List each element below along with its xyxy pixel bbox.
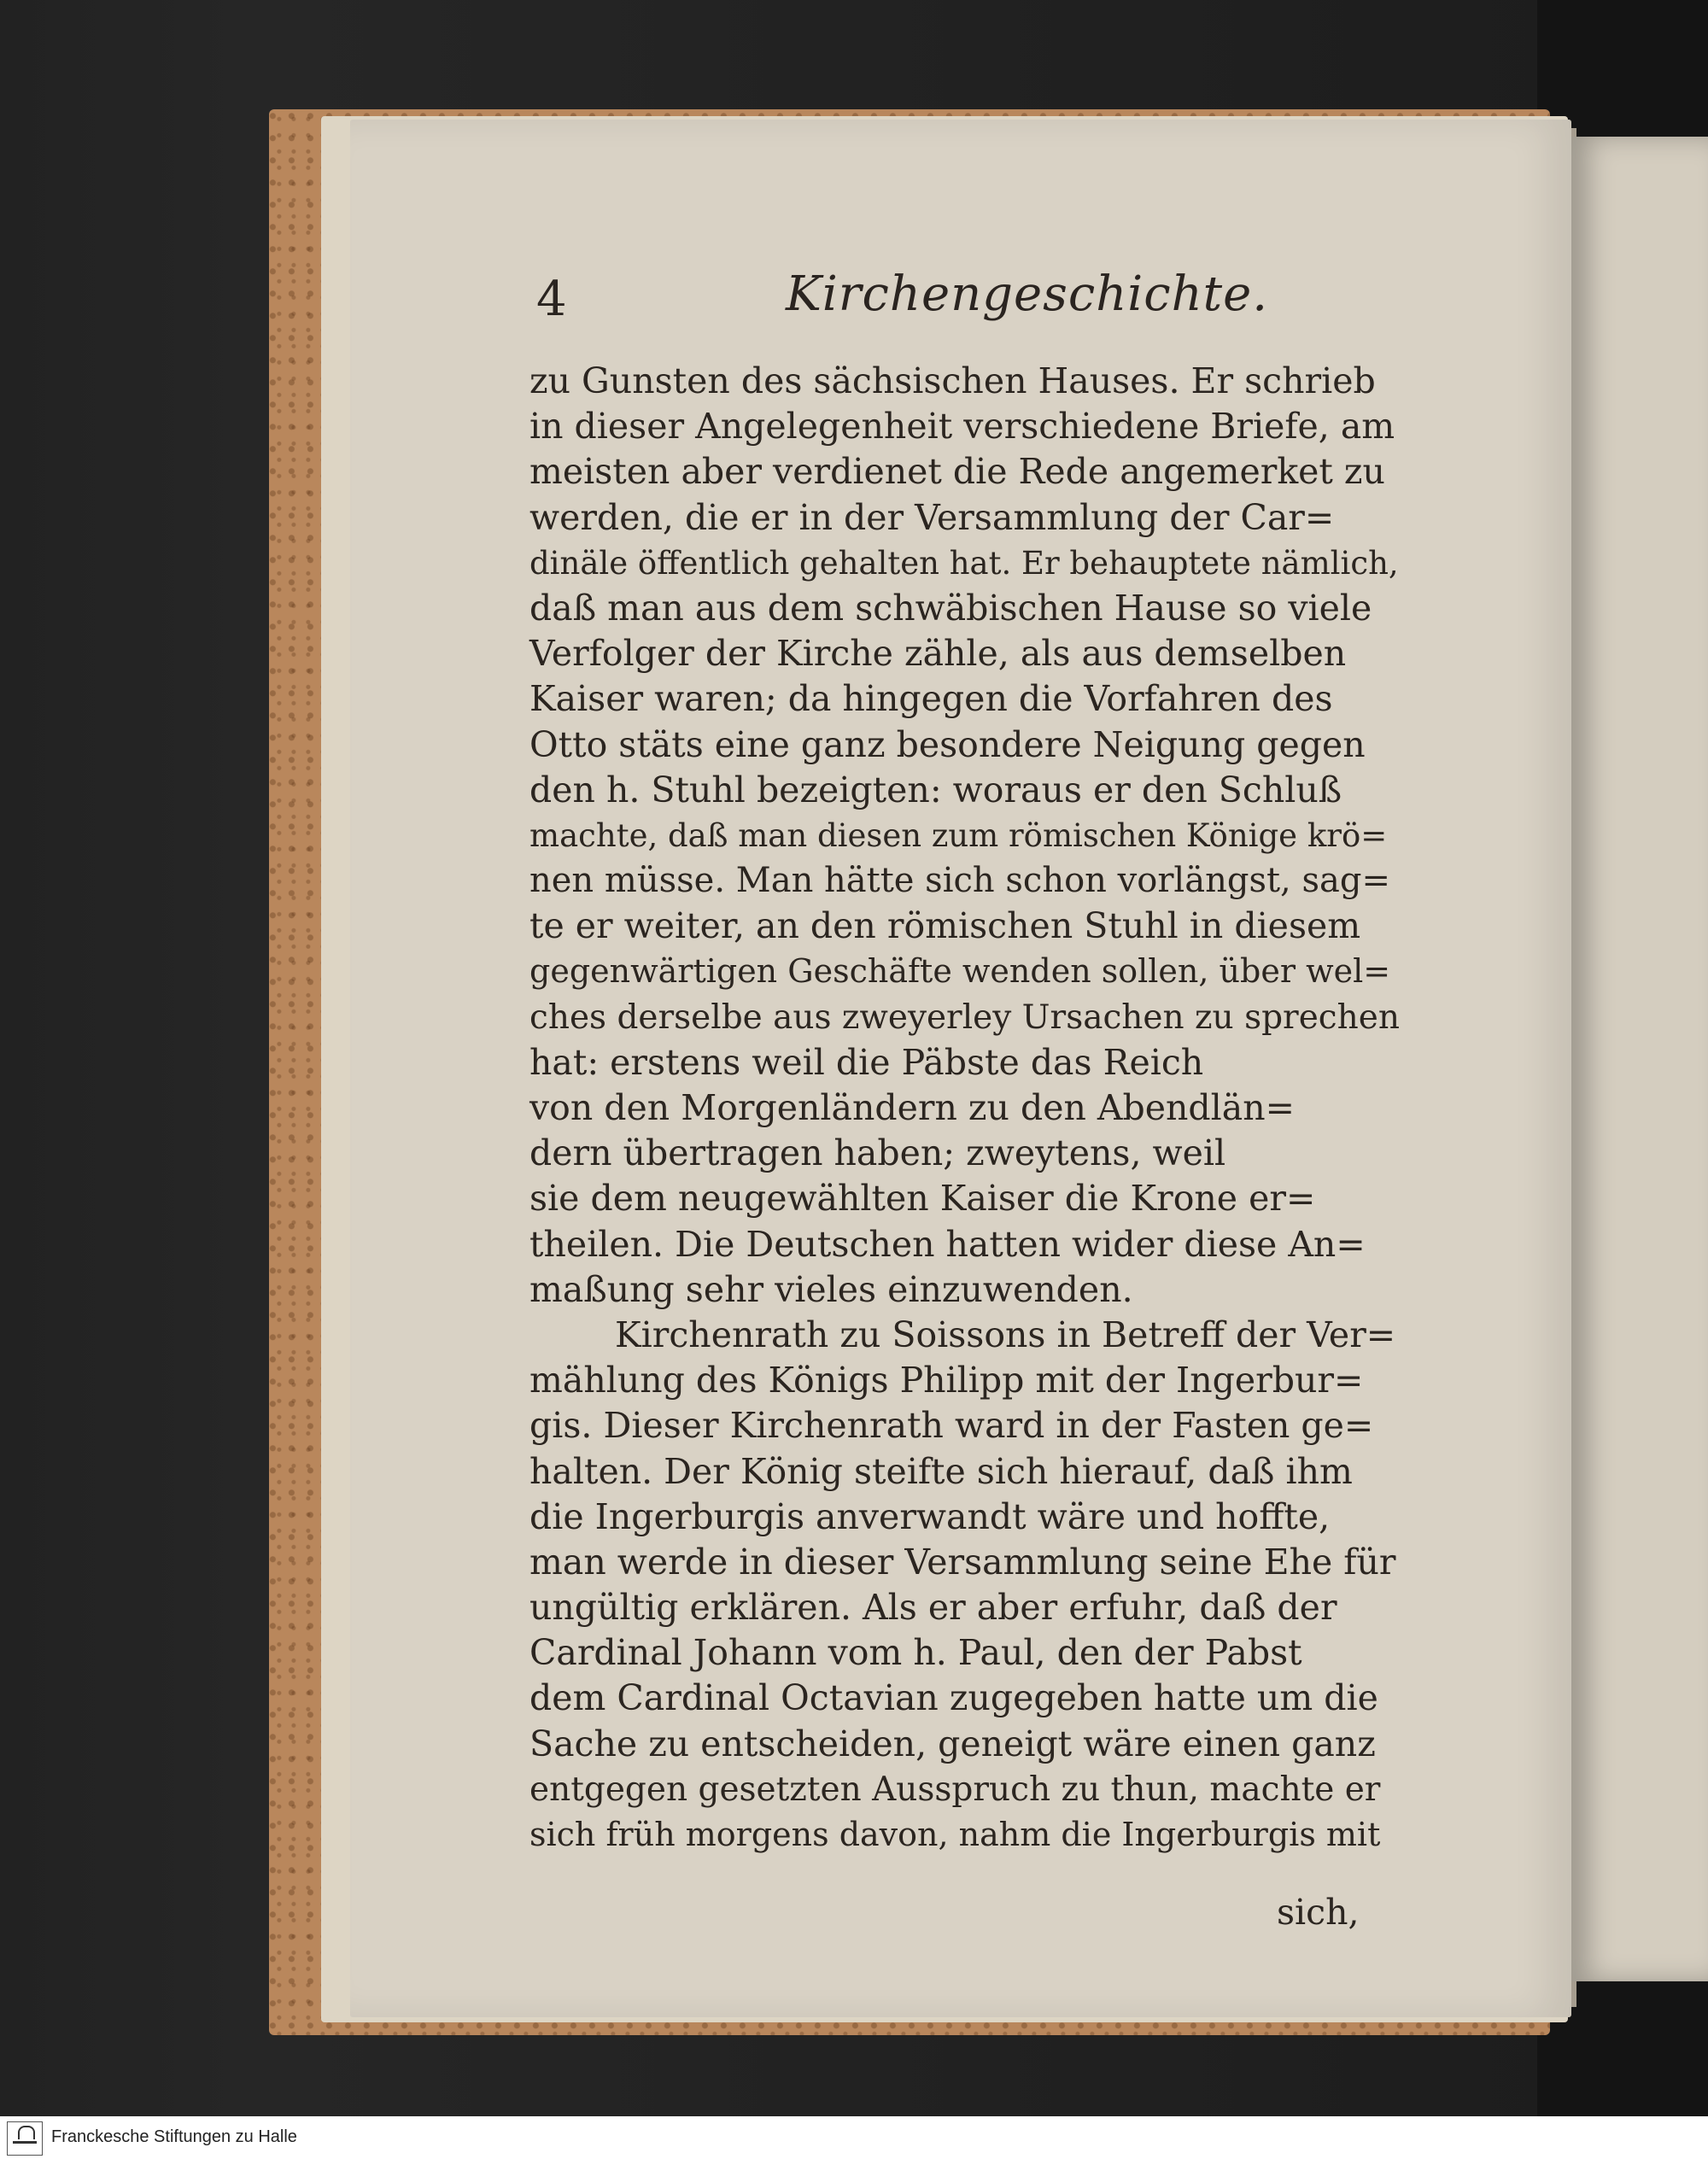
text-line: gis. Dieser Kirchenrath ward in der Fasten ge=: [529, 1405, 1374, 1447]
text-line: machte, daß man diesen zum römischen Könige krö=: [529, 816, 1388, 854]
text-line: daß man aus dem schwäbischen Hause so viele: [529, 587, 1372, 629]
text-line: dern übertragen haben; zweytens, weil: [529, 1132, 1226, 1174]
text-line: Otto stäts eine ganz besondere Neigung gegen: [529, 723, 1366, 765]
text-line: dem Cardinal Octavian zugegeben hatte um die: [529, 1677, 1378, 1719]
footer-label: Franckesche Stiftungen zu Halle: [51, 2127, 297, 2146]
text-line: Kirchenrath zu Soissons in Betreff der Ver=: [615, 1314, 1396, 1355]
text-line: Sache zu entscheiden, geneigt wäre einen ganz: [529, 1723, 1376, 1764]
text-line: hat: erstens weil die Päbste das Reich: [529, 1041, 1204, 1083]
text-line: entgegen gesetzten Ausspruch zu thun, machte er: [529, 1770, 1381, 1809]
francke-foundation-logo-icon: [7, 2121, 43, 2156]
text-line: ungültig erklären. Als er aber erfuhr, daß der: [529, 1587, 1337, 1629]
footer-bar: [0, 2116, 1708, 2159]
text-line: Cardinal Johann vom h. Paul, den der Pabst: [529, 1632, 1302, 1674]
text-line: halten. Der König steifte sich hierauf, daß ihm: [529, 1450, 1353, 1492]
running-head: Kirchengeschichte.: [786, 266, 1269, 322]
text-line: zu Gunsten des sächsischen Hauses. Er schrieb: [529, 360, 1376, 401]
text-line: nen müsse. Man hätte sich schon vorlängst, sag=: [529, 861, 1390, 901]
text-line: sie dem neugewählten Kaiser die Krone er=: [529, 1178, 1316, 1220]
text-line: theilen. Die Deutschen hatten wider diese An=: [529, 1223, 1366, 1265]
text-line: Kaiser waren; da hingegen die Vorfahren des: [529, 678, 1333, 720]
text-line: gegenwärtigen Geschäfte wenden sollen, über wel=: [529, 952, 1391, 991]
facing-page: [1571, 137, 1708, 1981]
text-line: ches derselbe aus zweyerley Ursachen zu sprechen: [529, 998, 1400, 1037]
body-text: [529, 359, 1401, 1858]
page-number: 4: [536, 272, 567, 327]
text-line: in dieser Angelegenheit verschiedene Briefe, am: [529, 406, 1395, 448]
text-line: von den Morgenländern zu den Abendlän=: [529, 1087, 1295, 1128]
text-line: meisten aber verdienet die Rede angemerket zu: [529, 451, 1385, 493]
text-line: dinäle öffentlich gehalten hat. Er behauptete nämlich,: [529, 544, 1399, 582]
catchword: sich,: [1277, 1892, 1360, 1933]
text-line: Verfolger der Kirche zähle, als aus demselben: [529, 633, 1347, 675]
text-line: werden, die er in der Versammlung der Car=: [529, 496, 1335, 538]
text-line: maßung sehr vieles einzuwenden.: [529, 1268, 1133, 1310]
text-line: den h. Stuhl bezeigten: woraus er den Schluß: [529, 769, 1342, 810]
text-line: die Ingerburgis anverwandt wäre und hoffte,: [529, 1495, 1331, 1537]
text-line: sich früh morgens davon, nahm die Ingerburgis mit: [529, 1816, 1381, 1853]
text-line: mählung des Königs Philipp mit der Ingerbur=: [529, 1360, 1364, 1401]
text-line: man werde in dieser Versammlung seine Ehe für: [529, 1541, 1396, 1583]
text-line: te er weiter, an den römischen Stuhl in diesem: [529, 905, 1361, 947]
